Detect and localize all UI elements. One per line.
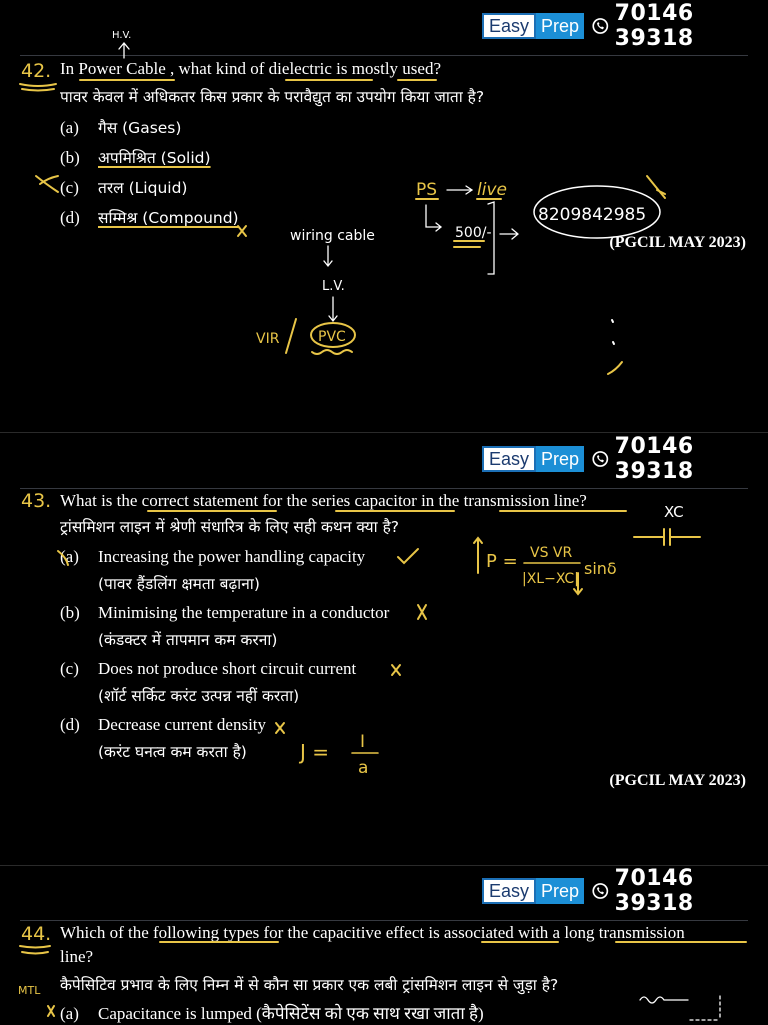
q43-option-a: (a) Increasing the power handling capacity <box>60 547 366 566</box>
q43-formula-lhs: P = <box>486 551 518 572</box>
q42-note-pvc: PVC <box>318 329 346 345</box>
q42-option-d: (d) सम्मिश्र (Compound) <box>60 208 239 227</box>
brand-phone-number: 70146 39318 <box>614 866 694 916</box>
brand-prep-label: Prep <box>536 13 584 39</box>
q43-formula-tail: sinδ <box>584 559 617 578</box>
q44-note-mtl: MTL <box>18 984 41 997</box>
q42-option-a: (a) गैस (Gases) <box>60 118 182 137</box>
brand-phone-number: 70146 39318 <box>614 1 694 51</box>
brand-header <box>482 866 768 916</box>
q44-hindi: कैपेसिटिव प्रभाव के लिए निम्न में से कौन सा प्रकार एक लबी ट्रांसमिशन लाइन से जुड़ा है? <box>60 976 559 994</box>
phone-icon <box>592 17 609 35</box>
brand-phone-number: 70146 39318 <box>614 434 694 484</box>
q43-formula-den: |XL−XC| <box>522 571 579 587</box>
q43-option-c: (c) Does not produce short circuit current <box>60 659 357 678</box>
phone-icon <box>592 882 609 900</box>
q44-number: 44. <box>21 923 52 945</box>
q43-english: What is the correct statement for the series capacitor in the transmission line? <box>60 491 587 510</box>
q42-number: 42. <box>21 60 52 82</box>
brand-easy-label: Easy <box>482 878 536 904</box>
q42-note-wiring: wiring cable <box>290 228 375 244</box>
header-rule <box>20 488 748 489</box>
q43-j-den: a <box>358 758 369 778</box>
q42-note-lv: L.V. <box>322 279 345 294</box>
q42-hindi: पावर केवल में अधिकतर किस प्रकार के परावैद्युत का उपयोग किया जाता है? <box>60 88 485 106</box>
q43-option-d-hindi: (करंट घनत्व कम करता है) <box>98 743 247 761</box>
q43-source: (PGCIL MAY 2023) <box>609 772 746 789</box>
q42-note-price: 500/- <box>455 225 492 241</box>
q42-english: In Power Cable , what kind of dielectric is mostly used? <box>60 59 441 78</box>
q42-note-vir: VIR <box>256 331 280 347</box>
q43-option-c-hindi: (शॉर्ट सर्किट करंट उत्पन्न नहीं करता) <box>98 687 300 705</box>
q43-option-d: (d) Decrease current density <box>60 715 267 734</box>
q42-option-c: (c) तरल (Liquid) <box>60 178 188 197</box>
brand-prep-label: Prep <box>536 878 584 904</box>
slide-q43 <box>0 433 768 865</box>
slide-q44 <box>0 866 768 1024</box>
brand-easy-label: Easy <box>482 13 536 39</box>
q43-j-formula: J = <box>300 740 330 764</box>
q44-option-a: (a) Capacitance is lumped (कैपेसिटेंस को एक साथ रखा जाता है) <box>60 1004 484 1023</box>
q42-note-ps: PS <box>416 180 438 200</box>
q42-note-live: live <box>477 180 507 200</box>
q42-source: (PGCIL MAY 2023) <box>609 234 746 251</box>
slide-q42 <box>0 0 768 432</box>
q43-number: 43. <box>21 490 52 512</box>
q43-hindi: ट्रांसमिशन लाइन में श्रेणी संधारित्र के लिए सही कथन क्या है? <box>60 518 400 536</box>
brand-prep-label: Prep <box>536 446 584 472</box>
q44-english-line1: Which of the following types for the capacitive effect is associated with a long transmission <box>60 923 685 942</box>
phone-icon <box>592 450 609 468</box>
q43-option-a-hindi: (पावर हैंडलिंग क्षमता बढ़ाना) <box>98 575 260 593</box>
brand-easy-label: Easy <box>482 446 536 472</box>
q43-note-xc: XC <box>664 503 684 521</box>
brand-header <box>482 434 768 484</box>
q43-option-b: (b) Minimising the temperature in a conductor <box>60 603 390 622</box>
header-rule <box>20 55 748 56</box>
q43-j-num: I <box>360 732 366 752</box>
q44-english-line2: line? <box>60 947 94 966</box>
header-rule <box>20 920 748 921</box>
q43-option-b-hindi: (कंडक्टर में तापमान कम करना) <box>98 631 278 649</box>
q43-formula-num: VS VR <box>530 545 573 561</box>
q42-note-number: 8209842985 <box>538 205 647 225</box>
q42-option-b: (b) अपमिश्रित (Solid) <box>60 148 211 167</box>
brand-header <box>482 1 768 51</box>
q42-note-hv: H.V. <box>112 30 132 41</box>
